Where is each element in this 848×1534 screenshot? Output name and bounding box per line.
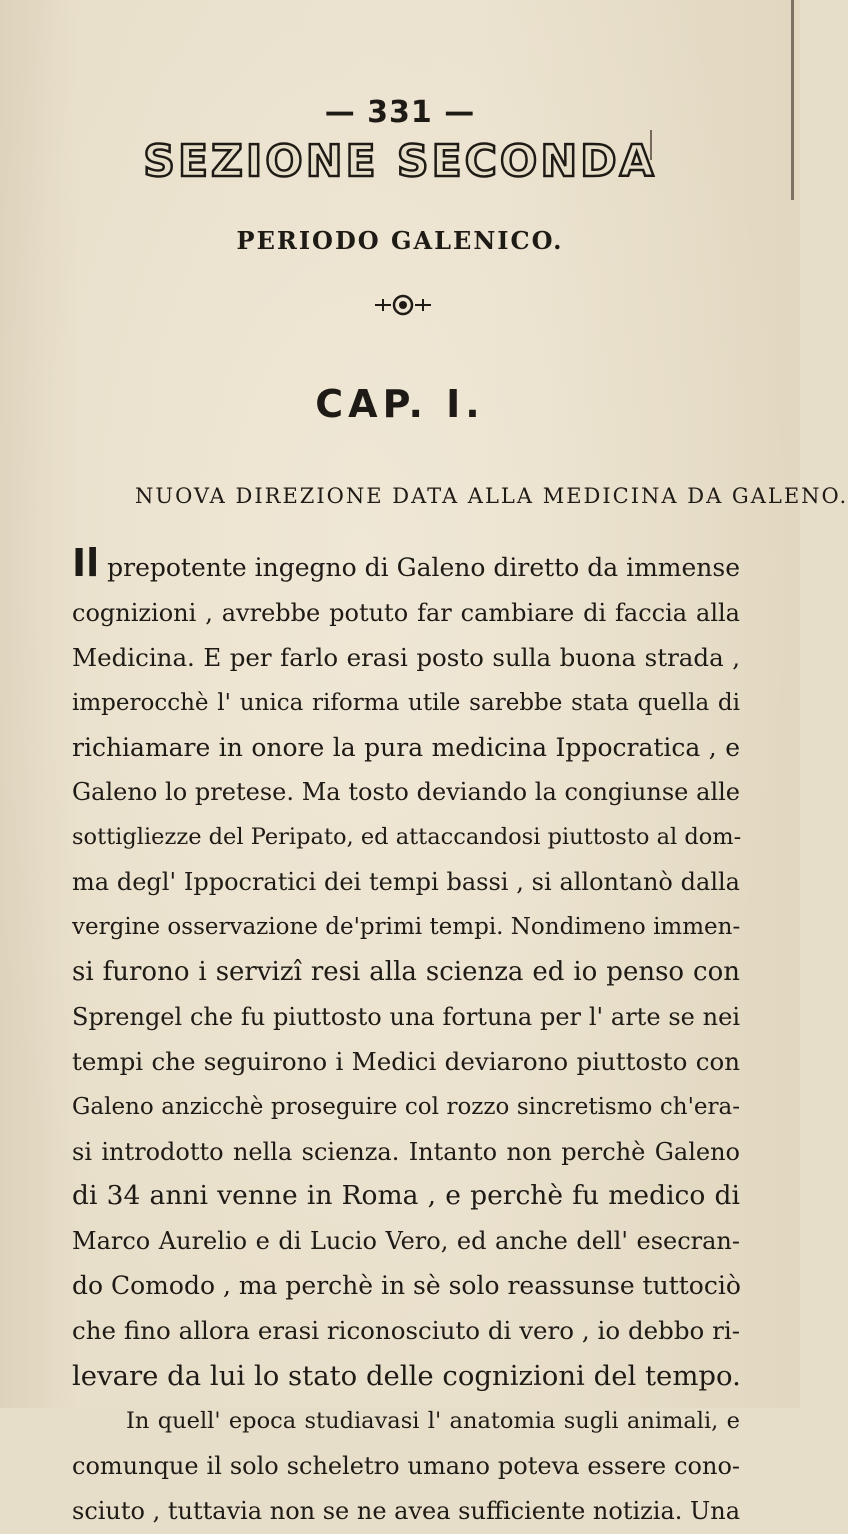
drop-cap: Il: [72, 541, 100, 585]
chapter-subtitle: NUOVA DIREZIONE DATA ALLA MEDICINA DA GALENO.: [135, 484, 848, 508]
text-line: sciuto , tuttavia non se ne avea sufficiente notizia. Una: [72, 1496, 741, 1525]
text-line: Il prepotente ingegno di Galeno diretto da immense: [72, 541, 740, 585]
text-line: Medicina. E per farlo erasi posto sulla buona strada ,: [72, 642, 740, 672]
text-line: Galeno anzicchè proseguire col rozzo sincretismo ch'era-: [72, 1093, 740, 1120]
section-title: SEZIONE SECONDA: [143, 136, 657, 187]
text-line: vergine osservazione de'primi tempi. Nondimeno immen-: [72, 914, 741, 941]
floral-ornament-icon: [373, 292, 433, 318]
text-line: do Comodo , ma perchè in sè solo reassunse tuttociò: [72, 1271, 741, 1301]
text-line: Sprengel che fu piuttosto una fortuna per l' arte se nei: [72, 1002, 740, 1031]
text-line: si introdotto nella scienza. Intanto non perchè Galeno: [72, 1137, 740, 1166]
text-line: che fino allora erasi riconosciuto di vero , io debbo ri-: [72, 1316, 740, 1346]
text-line: sottigliezze del Peripato, ed attaccandosi piuttosto al dom-: [72, 824, 742, 851]
paragraph-first-line: In quell' epoca studiavasi l' anatomia sugli animali, e: [126, 1407, 740, 1434]
text-line: comunque il solo scheletro umano poteva essere cono-: [72, 1451, 740, 1480]
chapter-title: CAP. I.: [315, 382, 485, 426]
text-line: tempi che seguirono i Medici deviarono piuttosto con: [72, 1046, 740, 1076]
text-line: ma degl' Ippocratici dei tempi bassi , si allontanò dalla: [72, 868, 740, 897]
text-line: di 34 anni venne in Roma , e perchè fu medico di: [72, 1180, 740, 1212]
text-line: si furono i servizî resi alla scienza ed io penso con: [72, 957, 740, 988]
page-number: — 331 —: [324, 95, 476, 130]
text-line: imperocchè l' unica riforma utile sarebbe stata quella di: [72, 689, 740, 716]
body-text: [72, 541, 742, 1534]
text-line: levare da lui lo stato delle cognizioni del tempo.: [72, 1360, 741, 1393]
text-line: cognizioni , avrebbe potuto far cambiare di faccia alla: [72, 598, 740, 627]
period-heading: PERIODO GALENICO.: [236, 226, 564, 255]
text-line: Galeno lo pretese. Ma tosto deviando la congiunse alle: [72, 778, 740, 807]
text-line: Marco Aurelio e di Lucio Vero, ed anche dell' esecran-: [72, 1227, 740, 1256]
text-line: richiamare in onore la pura medicina Ippocratica , e: [72, 732, 740, 762]
